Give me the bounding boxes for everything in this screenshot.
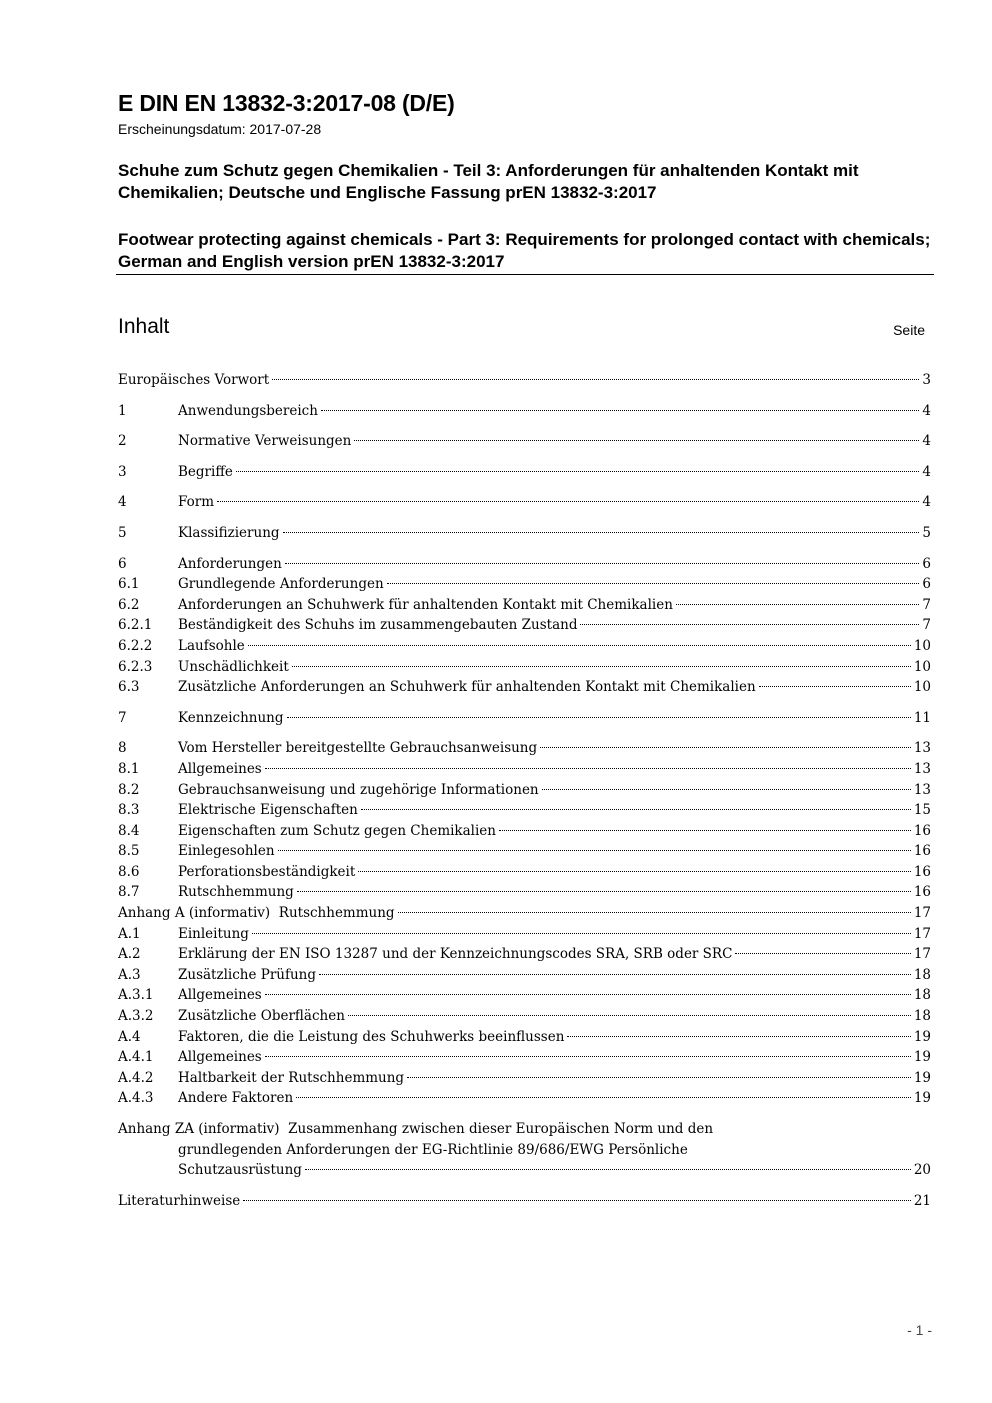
dot-leader	[285, 563, 920, 564]
toc-entry-page: 16	[913, 863, 931, 880]
toc-entry-page: 10	[913, 679, 931, 696]
toc-entry-title: Grundlegende Anforderungen	[178, 574, 385, 595]
toc-entry-title: Zusätzliche Anforderungen an Schuhwerk für anhaltenden Kontakt mit Chemikalien	[178, 677, 757, 698]
toc-entry-title: Begriffe	[178, 462, 234, 483]
toc-entry[interactable]	[118, 677, 931, 698]
toc-entry[interactable]	[118, 759, 931, 780]
toc-entry-number: 8.5	[118, 843, 140, 860]
toc-entry-number: 8.1	[118, 760, 140, 777]
title-german: Schuhe zum Schutz gegen Chemikalien - Teil 3: Anforderungen für anhaltenden Kontakt mit Chemikalien; Deutsche und Englische Fassung prEN 13832-3:2017	[118, 161, 859, 202]
toc-entry-title: Erklärung der EN ISO 13287 und der Kennzeichnungscodes SRA, SRB oder SRC	[178, 944, 733, 965]
table-of-contents	[118, 370, 931, 1211]
dot-leader	[361, 809, 911, 810]
toc-entry-title: Zusätzliche Oberflächen	[178, 1006, 346, 1027]
toc-heading: Inhalt	[118, 315, 170, 338]
toc-entry[interactable]	[118, 841, 931, 862]
toc-entry-number: A.4.3	[118, 1090, 154, 1107]
toc-entry-title: Allgemeines	[178, 759, 263, 780]
toc-entry-number: 8.6	[118, 863, 140, 880]
toc-entry-number: A.4	[118, 1028, 141, 1045]
toc-entry-number: A.3	[118, 966, 141, 983]
dot-leader	[265, 994, 911, 995]
dot-leader	[305, 1169, 911, 1170]
toc-entry-title: Rutschhemmung	[178, 882, 295, 903]
dot-leader	[398, 912, 911, 913]
toc-entry-page: 7	[922, 617, 931, 634]
toc-entry-page: 11	[913, 709, 931, 726]
toc-entry[interactable]	[118, 370, 931, 391]
toc-entry-title: Kennzeichnung	[178, 708, 285, 729]
dot-leader	[580, 624, 919, 625]
toc-entry-bibliography[interactable]	[118, 1191, 931, 1212]
toc-entry-number: 2	[118, 433, 127, 450]
toc-entry[interactable]	[118, 1006, 931, 1027]
toc-entry-number: 6.2	[118, 596, 140, 613]
toc-entry-page: 17	[913, 946, 931, 963]
toc-entry-number: 3	[118, 463, 127, 480]
toc-entry-title-line1: Anhang ZA (informativ) Zusammenhang zwischen dieser Europäischen Norm und den	[118, 1121, 714, 1137]
toc-entry-number: 8.2	[118, 781, 140, 798]
toc-entry[interactable]	[118, 595, 931, 616]
toc-entry-title: Anforderungen an Schuhwerk für anhaltenden Kontakt mit Chemikalien	[178, 595, 674, 616]
dot-leader	[319, 974, 911, 975]
toc-entry-page: 18	[913, 966, 931, 983]
toc-entry-page: 10	[913, 658, 931, 675]
toc-entry-title-line3: Schutzausrüstung	[178, 1160, 303, 1181]
toc-page-column-label: Seite	[893, 322, 925, 338]
toc-entry-page: 7	[922, 596, 931, 613]
toc-entry-title: Form	[178, 492, 215, 513]
toc-entry[interactable]	[118, 431, 931, 452]
toc-entry-title: Allgemeines	[178, 1047, 263, 1068]
dot-leader	[283, 532, 920, 533]
toc-entry-number: A.1	[118, 925, 141, 942]
toc-entry-page: 6	[922, 555, 931, 572]
toc-entry[interactable]	[118, 780, 931, 801]
toc-entry-title: Vom Hersteller bereitgestellte Gebrauchsanweisung	[178, 738, 538, 759]
toc-entry-number: A.4.2	[118, 1069, 154, 1086]
dot-leader	[265, 1056, 911, 1057]
toc-entry-title: Anhang A (informativ) Rutschhemmung	[118, 903, 396, 924]
toc-entry-page: 4	[922, 494, 931, 511]
toc-entry-number: A.3.2	[118, 1008, 154, 1025]
toc-entry-page: 19	[913, 1028, 931, 1045]
toc-entry-number: 6	[118, 555, 127, 572]
toc-entry[interactable]	[118, 862, 931, 883]
document-number: E DIN EN 13832-3:2017-08 (D/E)	[118, 90, 455, 116]
toc-entry-page: 4	[922, 463, 931, 480]
toc-entry-page: 13	[913, 781, 931, 798]
toc-entry-title: Faktoren, die die Leistung des Schuhwerks beeinflussen	[178, 1027, 565, 1048]
toc-entry[interactable]	[118, 965, 931, 986]
toc-entry[interactable]	[118, 1068, 931, 1089]
toc-entry-number: 8.4	[118, 822, 140, 839]
dot-leader	[321, 410, 919, 411]
toc-entry-title: Anforderungen	[178, 554, 283, 575]
toc-entry-page: 21	[913, 1192, 931, 1209]
toc-entry-title: Gebrauchsanweisung und zugehörige Informationen	[178, 780, 540, 801]
toc-entry-title: Elektrische Eigenschaften	[178, 800, 359, 821]
dot-leader	[252, 933, 911, 934]
toc-entry-title: Zusätzliche Prüfung	[178, 965, 317, 986]
toc-entry[interactable]	[118, 944, 931, 965]
toc-entry-number: 1	[118, 402, 127, 419]
toc-entry[interactable]	[118, 800, 931, 821]
toc-entry[interactable]	[118, 708, 931, 729]
dot-leader	[292, 666, 911, 667]
toc-entry-page: 3	[922, 372, 931, 388]
toc-entry-page: 13	[913, 740, 931, 757]
toc-entry-number: 6.2.2	[118, 637, 153, 654]
toc-entry-page: 16	[913, 843, 931, 860]
toc-entry-title: Perforationsbeständigkeit	[178, 862, 356, 883]
dot-leader	[759, 686, 911, 687]
toc-entry-page: 15	[913, 802, 931, 819]
dot-leader	[354, 440, 919, 441]
toc-entry-title: Eigenschaften zum Schutz gegen Chemikalien	[178, 821, 497, 842]
toc-entry-page: 10	[913, 637, 931, 654]
dot-leader	[540, 747, 911, 748]
dot-leader	[248, 645, 911, 646]
dot-leader	[236, 471, 920, 472]
toc-entry-page: 20	[913, 1162, 931, 1179]
toc-entry-title-line2: grundlegenden Anforderungen der EG-Richtlinie 89/686/EWG Persönliche	[178, 1141, 688, 1158]
toc-entry[interactable]	[118, 1047, 931, 1068]
toc-entry-page: 4	[922, 402, 931, 419]
toc-entry-title: Normative Verweisungen	[178, 431, 352, 452]
dot-leader	[217, 501, 919, 502]
dot-leader	[296, 1097, 911, 1098]
toc-entry-title: Unschädlichkeit	[178, 657, 290, 678]
toc-entry-page: 19	[913, 1049, 931, 1066]
dot-leader	[265, 768, 911, 769]
toc-entry-title: Europäisches Vorwort	[118, 370, 270, 391]
dot-leader	[407, 1077, 911, 1078]
toc-entry-number: A.2	[118, 946, 141, 963]
toc-entry-page: 4	[922, 433, 931, 450]
toc-entry-title: Anwendungsbereich	[178, 401, 319, 422]
toc-entry-page: 18	[913, 987, 931, 1004]
toc-entry-title: Laufsohle	[178, 636, 246, 657]
toc-entry[interactable]	[118, 574, 931, 595]
toc-entry-number: A.4.1	[118, 1049, 154, 1066]
toc-entry[interactable]	[118, 738, 931, 759]
header-divider	[116, 274, 934, 275]
toc-entry-number: 7	[118, 709, 127, 726]
toc-entry-number: 8.7	[118, 884, 140, 901]
toc-entry-number: 8.3	[118, 802, 140, 819]
toc-entry-page: 17	[913, 905, 931, 922]
toc-entry[interactable]	[118, 1088, 931, 1109]
toc-entry-page: 19	[913, 1069, 931, 1086]
toc-entry[interactable]	[118, 985, 931, 1006]
toc-entry-title: Einlegesohlen	[178, 841, 276, 862]
dot-leader	[348, 1015, 911, 1016]
toc-entry-page: 6	[922, 576, 931, 593]
toc-entry-page: 18	[913, 1008, 931, 1025]
toc-entry-page: 13	[913, 760, 931, 777]
toc-entry-page: 5	[922, 524, 931, 541]
dot-leader	[735, 953, 910, 954]
dot-leader	[499, 830, 911, 831]
toc-entry-page: 16	[913, 822, 931, 839]
dot-leader	[387, 583, 920, 584]
dot-leader	[358, 871, 911, 872]
toc-entry-title: Literaturhinweise	[118, 1191, 241, 1212]
toc-entry-title: Andere Faktoren	[178, 1088, 294, 1109]
toc-entry-number: A.3.1	[118, 987, 154, 1004]
toc-entry-title: Haltbarkeit der Rutschhemmung	[178, 1068, 405, 1089]
dot-leader	[542, 789, 911, 790]
toc-entry-page: 16	[913, 884, 931, 901]
toc-entry[interactable]	[118, 492, 931, 513]
toc-entry[interactable]	[118, 1027, 931, 1048]
toc-entry[interactable]	[118, 882, 931, 903]
dot-leader	[287, 717, 911, 718]
page-number: - 1 -	[907, 1322, 932, 1338]
dot-leader	[272, 379, 919, 380]
dot-leader	[676, 604, 920, 605]
toc-entry-number: 6.2.1	[118, 617, 153, 634]
toc-entry-number: 6.1	[118, 576, 140, 593]
toc-entry-title: Allgemeines	[178, 985, 263, 1006]
toc-entry[interactable]	[118, 523, 931, 544]
toc-entry-number: 4	[118, 494, 127, 511]
toc-entry[interactable]	[118, 636, 931, 657]
toc-entry[interactable]	[118, 924, 931, 945]
toc-entry-page: 17	[913, 925, 931, 942]
toc-entry[interactable]	[118, 657, 931, 678]
toc-entry-annex-za[interactable]	[118, 1119, 931, 1181]
toc-entry-title: Klassifizierung	[178, 523, 281, 544]
toc-entry-title: Einleitung	[178, 924, 250, 945]
toc-entry-page: 19	[913, 1090, 931, 1107]
toc-entry-title: Beständigkeit des Schuhs im zusammengebauten Zustand	[178, 615, 578, 636]
title-english: Footwear protecting against chemicals - Part 3: Requirements for prolonged contact with chemicals; German and English version prEN 13832-3:2017	[118, 230, 931, 271]
toc-entry[interactable]	[118, 554, 931, 575]
toc-entry[interactable]	[118, 401, 931, 422]
toc-entry-number: 8	[118, 740, 127, 757]
toc-entry[interactable]	[118, 821, 931, 842]
toc-entry[interactable]	[118, 903, 931, 924]
dot-leader	[297, 891, 911, 892]
dot-leader	[278, 850, 911, 851]
dot-leader	[243, 1200, 911, 1201]
toc-entry-number: 6.3	[118, 679, 140, 696]
toc-entry[interactable]	[118, 462, 931, 483]
publication-date: Erscheinungsdatum: 2017-07-28	[118, 121, 322, 137]
dot-leader	[567, 1036, 910, 1037]
toc-entry-number: 5	[118, 524, 127, 541]
toc-entry-number: 6.2.3	[118, 658, 153, 675]
toc-entry[interactable]	[118, 615, 931, 636]
